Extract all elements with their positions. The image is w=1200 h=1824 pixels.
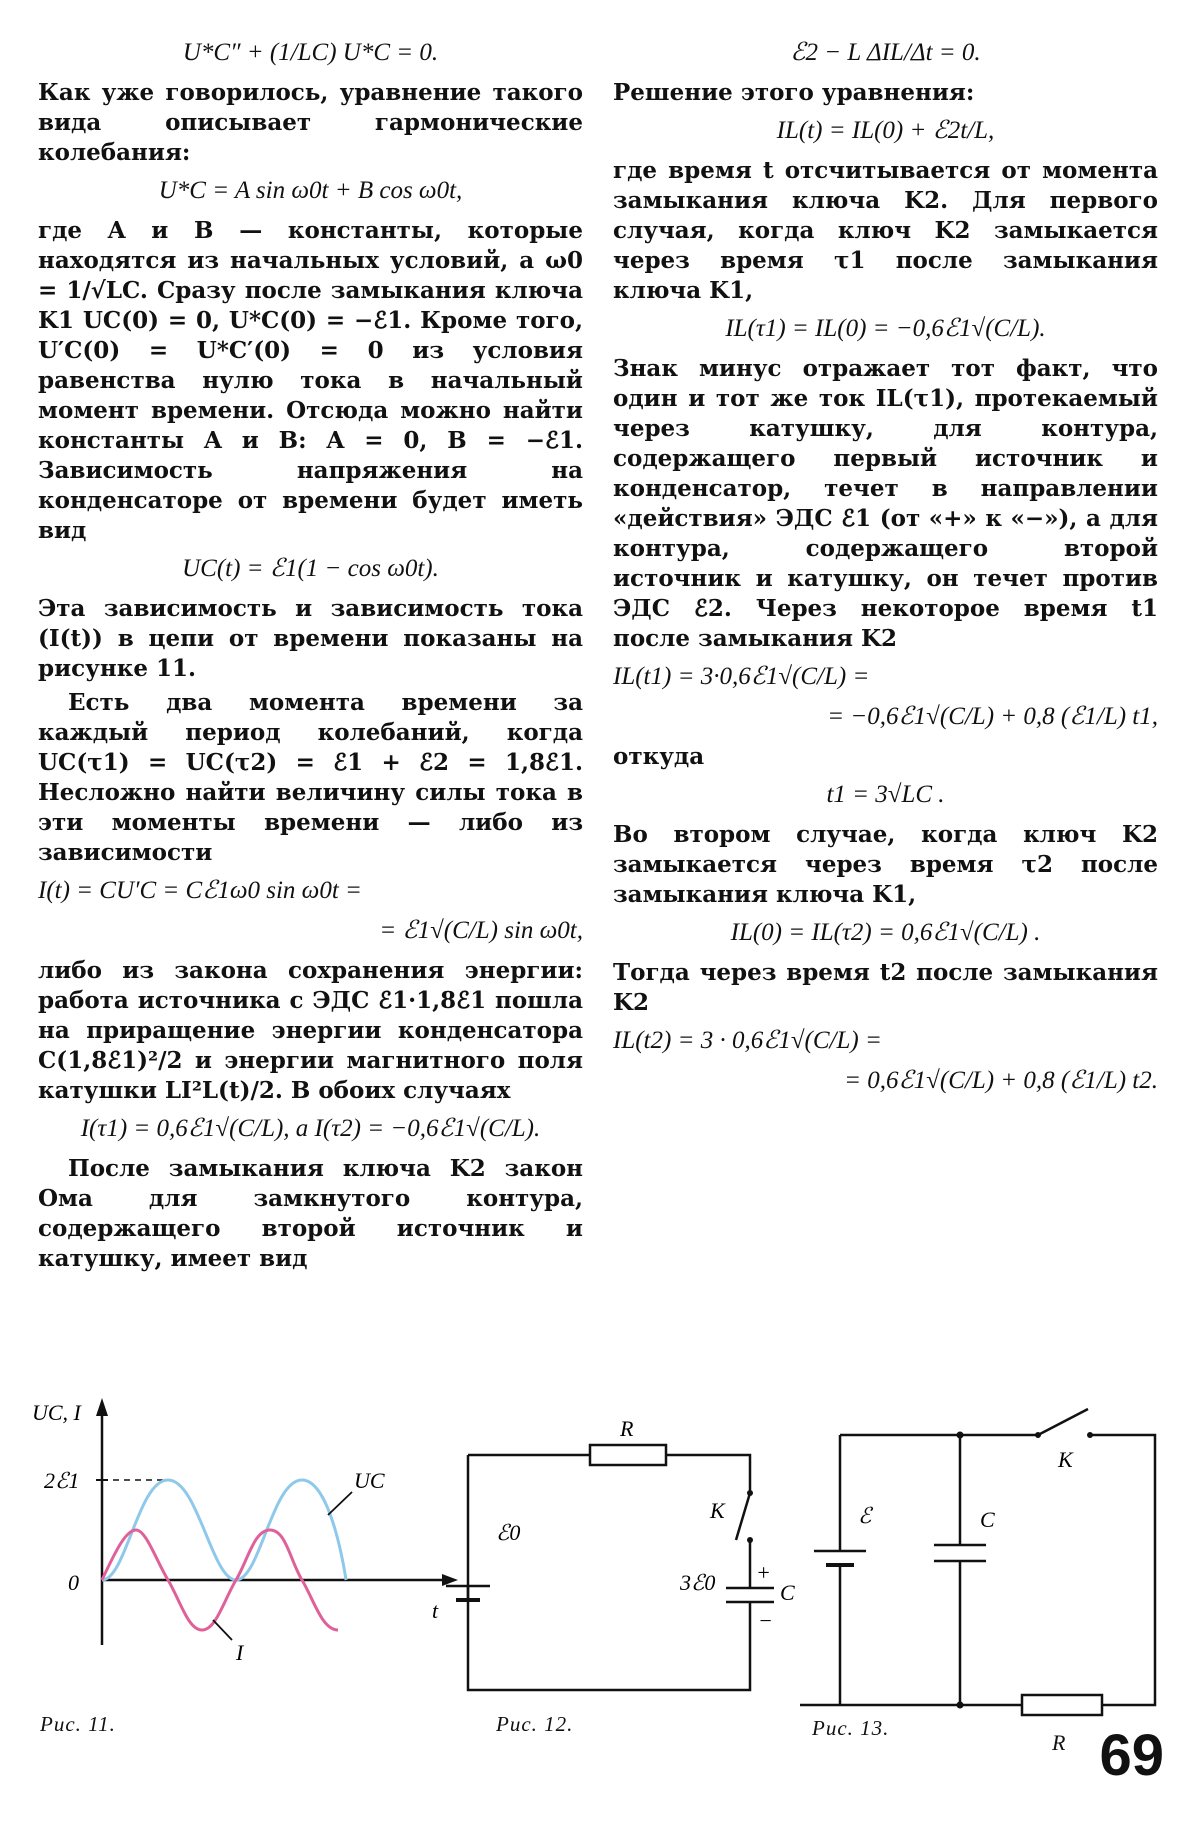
paragraph: где время t отсчитывается от момента замыкания ключа K2. Для первого случая, когда ключ K2 замыкается через время τ1 после замыкания ключа K1, bbox=[613, 157, 1158, 304]
equation: U*C = A sin ω0t + B cos ω0t, bbox=[158, 177, 463, 204]
paragraph: Есть два момента времени за каждый период колебаний, когда UC(τ1) = UC(τ2) = ℰ1 + ℰ2 = 1,8ℰ1. Несложно найти величину силы тока в эти моменты времени — либо из зависимости bbox=[38, 689, 583, 866]
resistor bbox=[1022, 1695, 1102, 1715]
equation: IL(0) = IL(τ2) = 0,6ℰ1√(C/L) . bbox=[730, 919, 1041, 946]
paragraph: где A и B — константы, которые находятся из начальных условий, а ω0 = 1/√LC. Сразу после замыкания ключа K1 UC(0) = 0, U*C(0) = −ℰ1. Кроме того, U′C(0) = U*C′(0) = 0 из условия равенства нулю тока в начальный момент времени. Отсюда можно найти константы A и B: A = 0, B = −ℰ1. Зависимость напряжения на конденсаторе от времени будет иметь вид bbox=[38, 217, 583, 544]
paragraph: Тогда через время t2 после замыкания K2 bbox=[613, 959, 1158, 1016]
wire bbox=[800, 1435, 1155, 1705]
switch-contact bbox=[1035, 1432, 1041, 1438]
minus-sign: − bbox=[758, 1608, 773, 1633]
equation: = ℰ1√(C/L) sin ω0t, bbox=[379, 917, 583, 944]
uc-curve-label: UC bbox=[354, 1468, 385, 1493]
figure-12-circuit bbox=[450, 1400, 795, 1700]
equation: IL(t1) = 3·0,6ℰ1√(C/L) = bbox=[613, 663, 870, 690]
figure-caption: Рис. 12. bbox=[496, 1712, 574, 1736]
y-axis-label: UC, I bbox=[32, 1400, 81, 1425]
resistor-label: R bbox=[1052, 1730, 1067, 1755]
i-curve-label: I bbox=[236, 1640, 244, 1665]
paragraph: Как уже говорилось, уравнение такого вида описывает гармонические колебания: bbox=[38, 79, 583, 166]
figure-11-graph bbox=[28, 1390, 468, 1690]
capacitor-label: C bbox=[780, 1580, 795, 1605]
equation: IL(t) = IL(0) + ℰ2t/L, bbox=[776, 117, 995, 144]
left-column bbox=[38, 30, 583, 1278]
switch-label: K bbox=[710, 1498, 725, 1523]
paragraph: После замыкания ключа K2 закон Ома для замкнутого контура, содержащего второй источник и катушку, имеет вид bbox=[38, 1155, 583, 1272]
equation: I(t) = CU′C = Cℰ1ω0 sin ω0t = bbox=[38, 877, 362, 904]
figure-caption: Рис. 11. bbox=[40, 1712, 116, 1736]
zero-label: 0 bbox=[68, 1570, 79, 1595]
i-pointer bbox=[213, 1620, 232, 1640]
figure-13-circuit bbox=[800, 1405, 1180, 1705]
y-axis-arrow bbox=[96, 1398, 108, 1416]
switch-contact bbox=[747, 1490, 753, 1496]
paragraph: Знак минус отражает тот факт, что один и тот же ток IL(τ1), протекаемый через катушку, для контура, содержащего первый источник и конденсатор, течет в направлении «действия» ЭДС ℰ1 (от «+» к «−»), а для контура, содержащего второй источник и катушку, он течет против ЭДС ℰ2. Через некоторое время t1 после замыкания K2 bbox=[613, 355, 1158, 652]
paragraph: Во втором случае, когда ключ K2 замыкается через время τ2 после замыкания ключа K1, bbox=[613, 821, 1158, 908]
second-source-label: 3ℰ0 bbox=[680, 1570, 716, 1595]
level-label: 2ℰ1 bbox=[44, 1468, 80, 1493]
uc-pointer bbox=[328, 1492, 352, 1515]
resistor bbox=[590, 1445, 666, 1465]
switch-label: K bbox=[1058, 1447, 1073, 1472]
junction-dot bbox=[957, 1702, 964, 1709]
paragraph: либо из закона сохранения энергии: работа источника с ЭДС ℰ1·1,8ℰ1 пошла на приращение энергии конденсатора C(1,8ℰ1)²/2 и энергии магнитного поля катушки LI²L(t)/2. В обоих случаях bbox=[38, 957, 583, 1104]
paragraph: откуда bbox=[613, 743, 705, 770]
switch-blade bbox=[736, 1493, 750, 1540]
equation: IL(t2) = 3 · 0,6ℰ1√(C/L) = bbox=[613, 1027, 882, 1054]
figure-caption: Рис. 13. bbox=[812, 1716, 890, 1740]
page-number: 69 bbox=[1099, 1723, 1164, 1788]
paragraph: Решение этого уравнения: bbox=[613, 79, 975, 106]
capacitor-label: C bbox=[980, 1507, 995, 1532]
source-label: ℰ bbox=[858, 1503, 872, 1528]
x-axis-label: t bbox=[432, 1598, 439, 1623]
right-column bbox=[613, 30, 1158, 1106]
wire bbox=[666, 1455, 750, 1493]
resistor-label: R bbox=[620, 1416, 634, 1441]
equation: = −0,6ℰ1√(C/L) + 0,8 (ℰ1/L) t1, bbox=[827, 703, 1158, 730]
source-label: ℰ0 bbox=[496, 1520, 521, 1545]
switch-blade bbox=[1038, 1409, 1088, 1435]
equation: U*C″ + (1/LC) U*C = 0. bbox=[182, 39, 439, 66]
equation: I(τ1) = 0,6ℰ1√(C/L), а I(τ2) = −0,6ℰ1√(C/L). bbox=[80, 1115, 541, 1142]
equation: UC(t) = ℰ1(1 − cos ω0t). bbox=[182, 555, 439, 582]
paragraph: Эта зависимость и зависимость тока (I(t)) в цепи от времени показаны на рисунке 11. bbox=[38, 595, 583, 682]
wire bbox=[468, 1586, 750, 1690]
equation: IL(τ1) = IL(0) = −0,6ℰ1√(C/L). bbox=[725, 315, 1046, 342]
equation: = 0,6ℰ1√(C/L) + 0,8 (ℰ1/L) t2. bbox=[844, 1067, 1158, 1094]
plus-sign: + bbox=[756, 1560, 771, 1585]
equation: ℰ2 − L ΔIL/Δt = 0. bbox=[790, 39, 981, 66]
equation: t1 = 3√LC . bbox=[826, 781, 945, 808]
junction-dot bbox=[957, 1432, 964, 1439]
